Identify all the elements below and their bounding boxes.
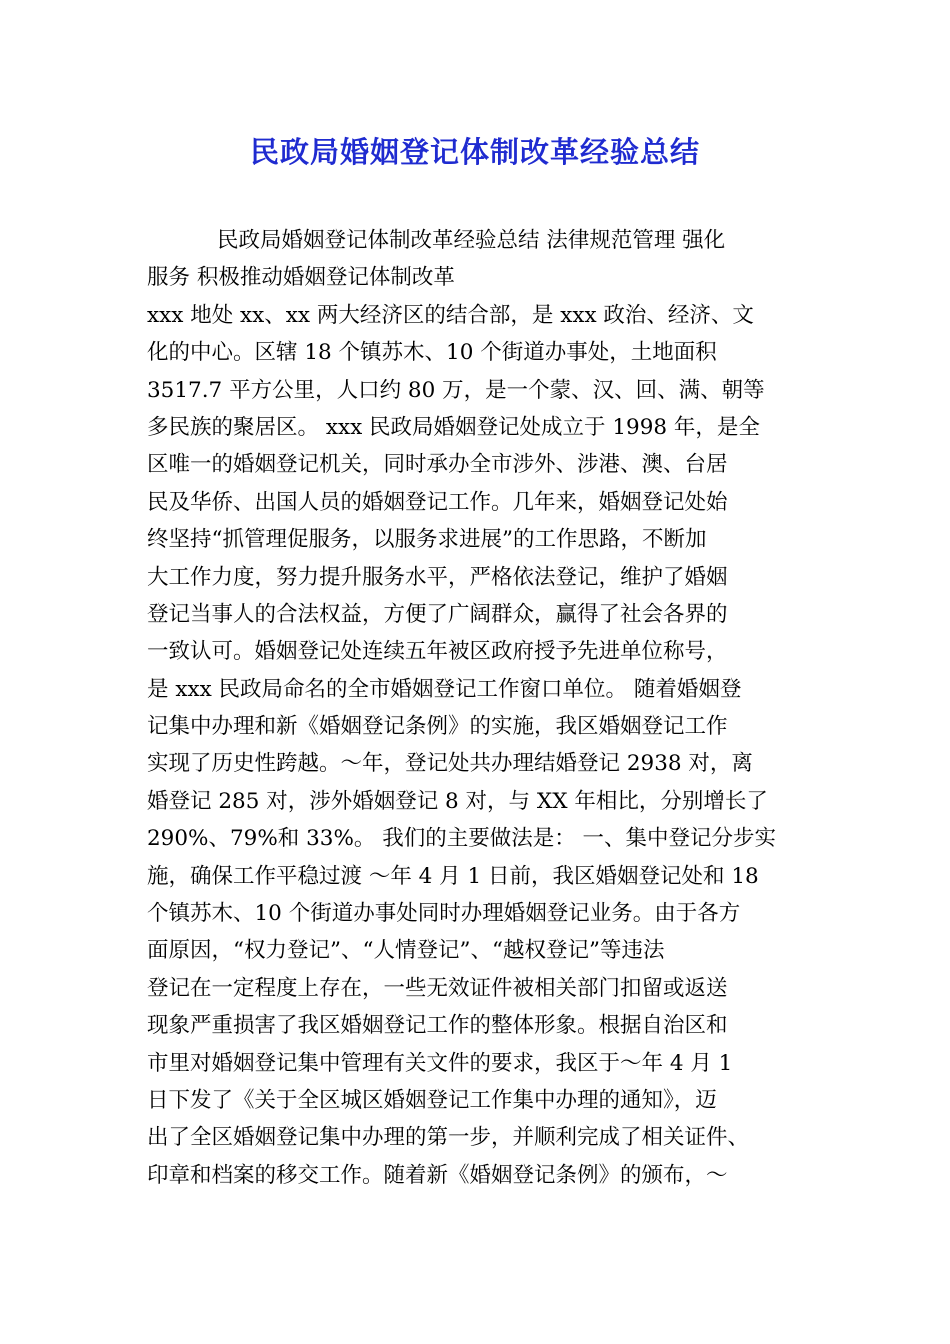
body-line: 记集中办理和新《婚姻登记条例》的实施，我区婚姻登记工作 [147,714,728,740]
body-line: 登记当事人的合法权益，方便了广阔群众，赢得了社会各界的 [147,601,728,627]
body-line: 面原因，“权力登记”、“人情登记”、“越权登记”等违法 [147,938,665,964]
body-line: 现象严重损害了我区婚姻登记工作的整体形象。根据自治区和 [147,1013,728,1039]
document-title: 民政局婚姻登记体制改革经验总结 [249,135,700,169]
body-line: 登记在一定程度上存在，一些无效证件被相关部门扣留或返送 [147,975,728,1001]
body-line: 大工作力度，努力提升服务水平，严格依法登记，维护了婚姻 [147,564,728,590]
body-line: 一致认可。婚姻登记处连续五年被区政府授予先进单位称号， [147,639,728,665]
body-line: 服务 积极推动婚姻登记体制改革 [147,265,455,291]
document-body [147,222,807,1194]
body-line: 290%、79%和 33%。 我们的主要做法是： 一、集中登记分步实 [147,826,777,852]
body-line: 个镇苏木、10 个街道办事处同时办理婚姻登记业务。由于各方 [147,901,741,927]
body-line: 市里对婚姻登记集中管理有关文件的要求，我区于～年 4 月 1 [147,1050,733,1076]
body-line: 3517.7 平方公里，人口约 80 万，是一个蒙、汉、回、满、朝等 [147,377,765,403]
body-line: 是 xxx 民政局命名的全市婚姻登记工作窗口单位。 随着婚姻登 [147,676,742,702]
body-line: 日下发了《关于全区城区婚姻登记工作集中办理的通知》，迈 [147,1087,717,1113]
body-line: 终坚持“抓管理促服务，以服务求进展”的工作思路，不断加 [147,527,707,553]
body-line: 民及华侨、出国人员的婚姻登记工作。几年来，婚姻登记处始 [147,489,728,515]
body-line: 多民族的聚居区。 xxx 民政局婚姻登记处成立于 1998 年，是全 [147,414,760,440]
body-line: 施，确保工作平稳过渡 ～年 4 月 1 日前，我区婚姻登记处和 18 [147,863,759,889]
body-line: xxx 地处 xx、xx 两大经济区的结合部，是 xxx 政治、经济、文 [147,302,754,328]
body-line: 实现了历史性跨越。～年，登记处共办理结婚登记 2938 对，离 [147,751,753,777]
body-line: 区唯一的婚姻登记机关，同时承办全市涉外、涉港、澳、台居 [147,452,728,478]
body-line: 出了全区婚姻登记集中办理的第一步，并顺利完成了相关证件、 [147,1125,750,1151]
body-line: 民政局婚姻登记体制改革经验总结 法律规范管理 强化 [217,228,726,253]
body-line: 印章和档案的移交工作。随着新《婚姻登记条例》的颁布，～ [147,1162,728,1188]
body-line: 化的中心。区辖 18 个镇苏木、10 个街道办事处，土地面积 [147,340,717,366]
body-line: 婚登记 285 对，涉外婚姻登记 8 对，与 XX 年相比，分别增长了 [147,788,768,814]
